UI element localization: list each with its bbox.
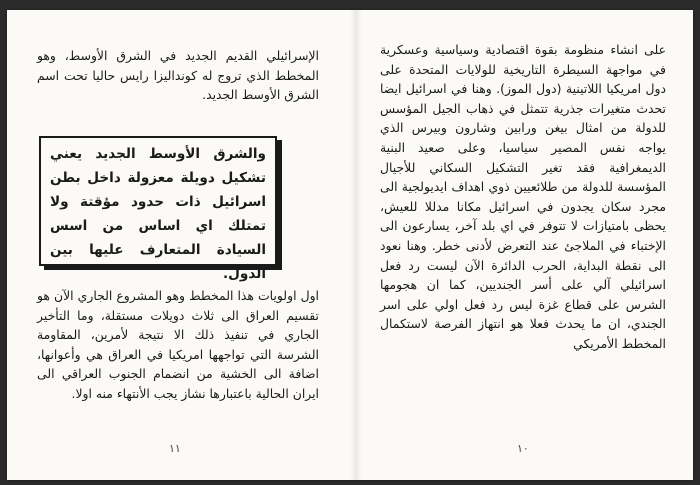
page-fold [350,10,362,480]
left-page-number: ١١ [169,442,181,455]
callout-text: والشرق الأوسط الجديد يعني تشكيل دويلة معزولة داخل بطن اسرائيل ذات حدود مؤقتة ولا تمتلك اي اساس من اسس السيادة المتعارف عليها بين الدول. [50,146,266,282]
highlight-callout-box [39,136,277,282]
left-paragraph-top: الإسرائيلي القديم الجديد في الشرق الأوسط، وهو المخطط الذي تروج له كونداليزا رايس حاليا تحت اسم الشرق الأوسط الجديد. [37,48,319,103]
right-paragraph: على انشاء منظومة بقوة اقتصادية وسياسية وعسكرية في مواجهة السيطرة التاريخية للولايات المتحدة على دول امريكيا اللاتينية (دول الموز). وهنا في اسرائيل ايضا تحدث متغيرات جذرية تتمثل في ذهاب الجيل المؤسس للدولة من امثال بيغن ورابين وشارون وبيرس الذي يواجه نفس المصير سياسيا، وعلى صعيد البنية الديمغرافية فقد تغير التشكيل السكاني للأجيال المؤسسة للدولة من طلائعيين ذوي اهداف ايديولجية الى مجرد سكان يجدون في اسرائيل مكانا مدللا للعيش، يحظى بامتيازات لا تتوفر في اي بلد آخر، يسارعون الى الإختباء في الملاجئ عند التعرض لأدنى خطر. وهنا نعود الى نقطة البداية، الحرب الدائرة الآن ليست رد فعل اسرائيلي آلي على أسر الجنديين، كما ان هجومها الشرس على قطاع غزة ليس رد فعل اولي على اسر الجندي، ان ما يحدث فعلا هو انتهاز الفرصة لاستكمال المخطط الأمريكي [380,42,666,351]
left-paragraph-bottom: اول اولويات هذا المخطط وهو المشروع الجاري الآن هو تقسيم العراق الى ثلاث دويلات مستقلة، وما التأخير الجاري في تنفيذ ذلك الا نتيجة لأمرين، المقاومة الشرسة التي تواجهها امريكيا في العراق هي وأعوانها، اضافة الى الخشية من انضمام الجنوب العراقي الى ايران الحالية باعتبارها نشاز يجب الأنتهاء منه اولا. [37,288,319,401]
left-page [7,10,350,480]
right-page-number: ١٠ [517,442,529,455]
booklet-spread [7,10,693,480]
right-page [362,10,693,480]
